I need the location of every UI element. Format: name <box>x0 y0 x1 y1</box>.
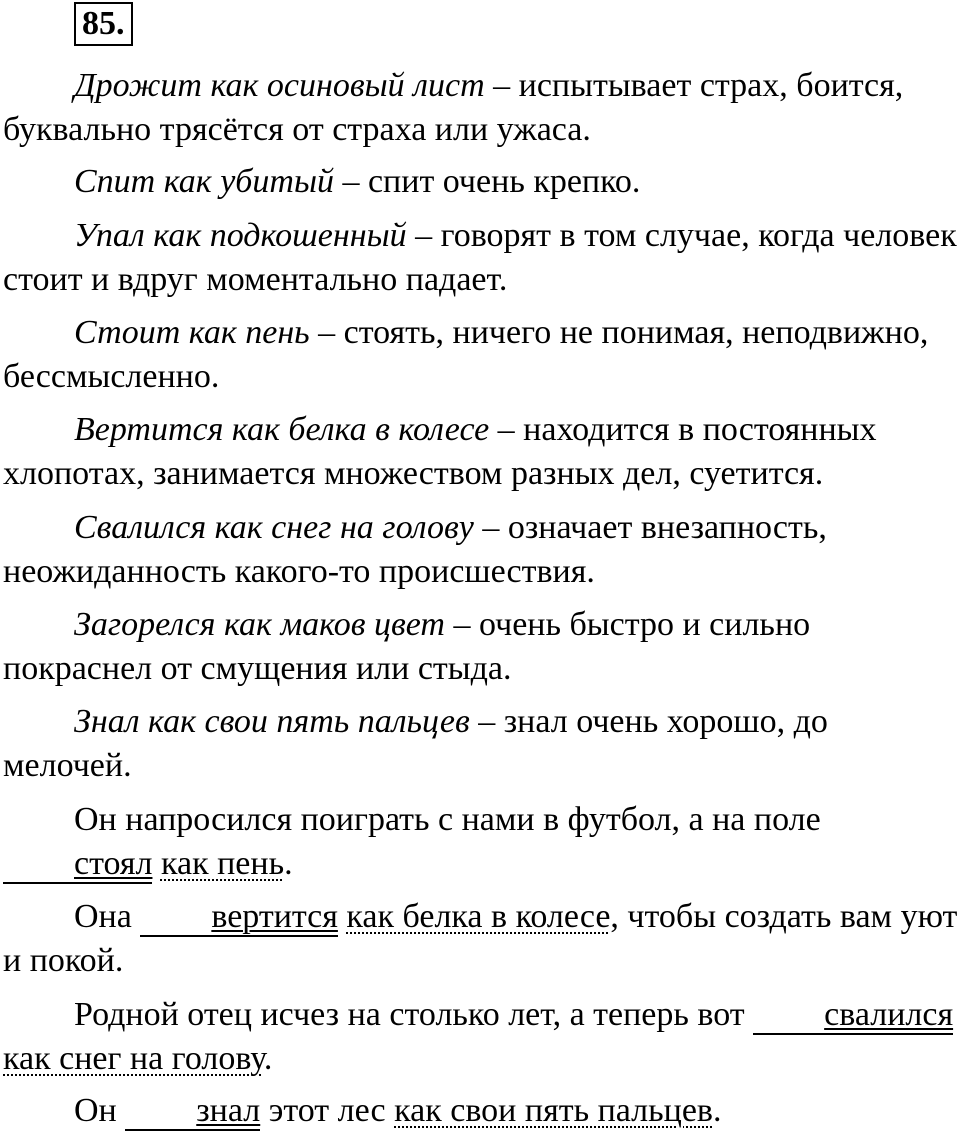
idiom-term: Вертится как белка в колесе <box>74 411 490 448</box>
example-sentence <box>3 895 959 983</box>
definition-paragraph <box>3 700 959 788</box>
idiom-meaning: испытывает страх, боится, буквально трясётся от страха или ужаса. <box>3 67 904 148</box>
definition-paragraph <box>3 64 959 152</box>
idiom-term: Знал как свои пять пальцев <box>74 703 470 740</box>
idiom-meaning: находится в постоянных хлопотах, занимается множеством разных дел, суетится. <box>3 411 877 492</box>
example-sentence <box>3 993 959 1081</box>
idiom-meaning: спит очень крепко. <box>367 163 641 200</box>
sentence-text: этот лес <box>260 1092 395 1129</box>
comparison-underlined: как снег на голову <box>3 1040 264 1077</box>
idiom-term: Свалился как снег на голову <box>74 509 474 546</box>
dash-separator: – <box>473 509 508 546</box>
idiom-term: Загорелся как маков цвет <box>74 606 445 643</box>
idiom-term: Дрожит как осиновый лист <box>74 67 485 104</box>
sentence-text: . <box>712 1092 722 1129</box>
comparison-underlined: как пень <box>160 845 285 882</box>
definition-paragraph <box>3 214 959 302</box>
definition-paragraph <box>3 506 959 594</box>
idiom-term: Упал как подкошенный <box>74 217 407 254</box>
example-sentence <box>3 1089 959 1133</box>
dash-separator: – <box>333 163 368 200</box>
idiom-meaning: знал очень хорошо, до мелочей. <box>3 703 828 784</box>
dash-separator: – <box>489 411 524 448</box>
sentence-text: , чтобы создать вам уют и покой. <box>3 898 958 979</box>
idiom-term: Спит как убитый <box>74 163 334 200</box>
predicate-underlined: вертится <box>140 900 338 937</box>
predicate-underlined: стоял <box>3 847 152 884</box>
predicate-underlined: знал <box>125 1094 260 1131</box>
predicate-underlined: свалился <box>753 998 953 1035</box>
sentence-space <box>152 845 161 882</box>
dash-separator: – <box>309 314 344 351</box>
definition-paragraph <box>3 408 959 496</box>
definition-paragraph <box>3 160 959 204</box>
idiom-meaning: означает внезапность, неожиданность какого-то происшествия. <box>3 509 827 590</box>
idiom-meaning: говорят в том случае, когда человек стоит и вдруг моментально падает. <box>3 217 957 298</box>
idiom-meaning: стоять, ничего не понимая, неподвижно, бессмысленно. <box>3 314 929 395</box>
exercise-number: 85. <box>74 2 133 46</box>
dash-separator: – <box>484 67 519 104</box>
idiom-meaning: очень быстро и сильно покраснел от смущения или стыда. <box>3 606 811 687</box>
example-sentence <box>3 798 959 886</box>
dash-separator: – <box>406 217 441 254</box>
comparison-underlined: как свои пять пальцев <box>394 1092 713 1129</box>
dash-separator: – <box>444 606 479 643</box>
comparison-underlined: как белка в колесе <box>346 898 611 935</box>
idiom-term: Стоит как пень <box>74 314 310 351</box>
dash-separator: – <box>469 703 504 740</box>
sentence-text: Он напросился поиграть с нами в футбол, а на поле <box>74 801 821 838</box>
sentence-text: . <box>284 845 293 882</box>
sentence-text: . <box>263 1040 273 1077</box>
definition-paragraph <box>3 603 959 691</box>
sentence-text: Родной отец исчез на столько лет, а теперь вот <box>74 996 754 1033</box>
sentence-text: Она <box>74 898 141 935</box>
sentence-text: Он <box>74 1092 126 1129</box>
definition-paragraph <box>3 311 959 399</box>
